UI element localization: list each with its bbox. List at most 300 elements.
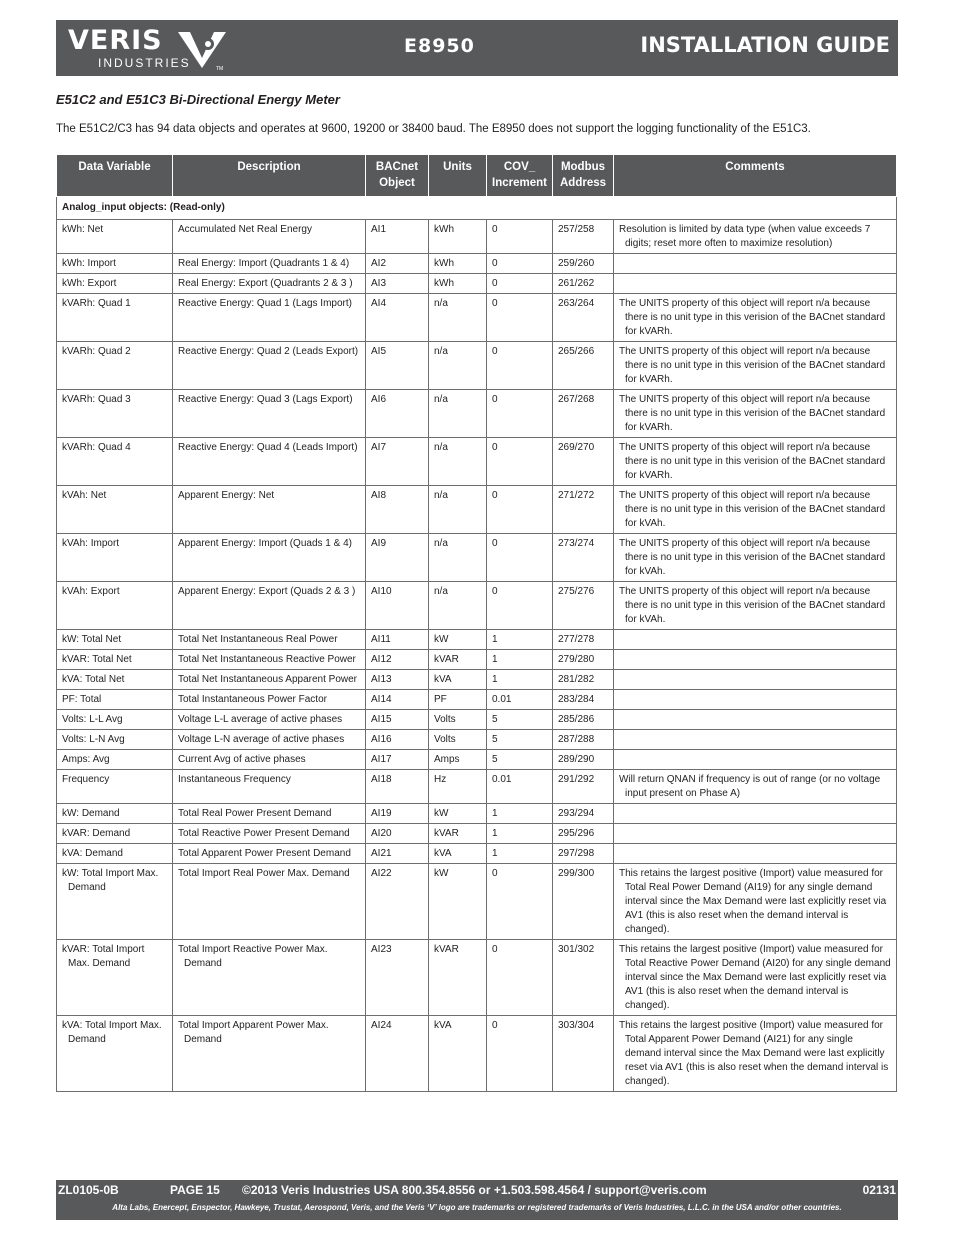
cov-increment-cell bbox=[487, 534, 553, 582]
data-variable-cell bbox=[57, 730, 173, 750]
modbus-address-cell bbox=[553, 824, 614, 844]
section-title: E51C2 and E51C3 Bi-Directional Energy Meter bbox=[56, 92, 340, 107]
description-cell bbox=[173, 650, 366, 670]
units-cell bbox=[429, 630, 487, 650]
table-row bbox=[57, 650, 897, 670]
bacnet-object-text: AI10 bbox=[371, 586, 392, 597]
description-cell bbox=[173, 534, 366, 582]
units-text: kVA bbox=[434, 674, 452, 685]
comments-cell bbox=[614, 770, 897, 804]
description-cell bbox=[173, 342, 366, 390]
footer-doc-number: ZL0105-0B bbox=[58, 1183, 119, 1197]
bacnet-object-cell bbox=[366, 770, 429, 804]
comments-cell bbox=[614, 534, 897, 582]
comments-cell bbox=[614, 486, 897, 534]
cov-increment-cell bbox=[487, 650, 553, 670]
logo-tm: TM bbox=[216, 66, 224, 72]
bacnet-object-cell bbox=[366, 1016, 429, 1092]
description-text: Total Net Instantaneous Apparent Power bbox=[178, 674, 358, 685]
comments-cell bbox=[614, 710, 897, 730]
cov-increment-text: 0.01 bbox=[492, 694, 512, 705]
modbus-address-cell bbox=[553, 220, 614, 254]
modbus-address-cell bbox=[553, 670, 614, 690]
modbus-address-text: 293/294 bbox=[558, 808, 595, 819]
modbus-address-text: 299/300 bbox=[558, 868, 595, 879]
bacnet-object-text: AI14 bbox=[371, 694, 392, 705]
table-row bbox=[57, 750, 897, 770]
bacnet-object-cell bbox=[366, 486, 429, 534]
table-row bbox=[57, 940, 897, 1016]
data-variable-text: kVAR: Total Import Max. Demand bbox=[62, 944, 145, 969]
modbus-address-text: 287/288 bbox=[558, 734, 595, 745]
veris-v-icon bbox=[178, 28, 226, 68]
comments-cell bbox=[614, 844, 897, 864]
units-cell bbox=[429, 534, 487, 582]
comments-text: Resolution is limited by data type (when value exceeds 7 digits; reset more often to maximize resolution) bbox=[619, 224, 871, 249]
units-text: kVA bbox=[434, 848, 452, 859]
modbus-address-cell bbox=[553, 710, 614, 730]
description-cell bbox=[173, 294, 366, 342]
data-variable-text: kVAR: Demand bbox=[62, 828, 131, 839]
comments-text: The UNITS property of this object will report n/a because there is no unit type in this verision of the BACnet standard for kVARh. bbox=[619, 442, 886, 481]
bacnet-object-cell bbox=[366, 438, 429, 486]
data-variable-text: Amps: Avg bbox=[62, 754, 110, 765]
modbus-address-text: 275/276 bbox=[558, 586, 595, 597]
units-cell bbox=[429, 390, 487, 438]
bacnet-object-text: AI9 bbox=[371, 538, 387, 549]
modbus-address-cell bbox=[553, 750, 614, 770]
table-row bbox=[57, 710, 897, 730]
footer-code: 02131 bbox=[862, 1183, 896, 1197]
units-text: n/a bbox=[434, 298, 448, 309]
modbus-address-cell bbox=[553, 534, 614, 582]
description-cell bbox=[173, 274, 366, 294]
units-cell bbox=[429, 730, 487, 750]
modbus-address-text: 289/290 bbox=[558, 754, 595, 765]
comments-cell bbox=[614, 750, 897, 770]
table-row bbox=[57, 730, 897, 750]
units-cell bbox=[429, 274, 487, 294]
bacnet-object-cell bbox=[366, 274, 429, 294]
cov-increment-text: 0 bbox=[492, 394, 498, 405]
table-row bbox=[57, 582, 897, 630]
bacnet-object-cell bbox=[366, 710, 429, 730]
modbus-address-cell bbox=[553, 844, 614, 864]
bacnet-object-cell bbox=[366, 690, 429, 710]
modbus-address-text: 259/260 bbox=[558, 258, 595, 269]
data-variable-cell bbox=[57, 534, 173, 582]
comments-cell bbox=[614, 670, 897, 690]
header-description: Description bbox=[173, 155, 366, 197]
cov-increment-text: 1 bbox=[492, 674, 498, 685]
bacnet-object-cell bbox=[366, 824, 429, 844]
bacnet-object-cell bbox=[366, 804, 429, 824]
data-variable-text: kVA: Total Import Max. Demand bbox=[62, 1020, 162, 1045]
logo-sub: INDUSTRIES bbox=[98, 56, 191, 70]
model-number: E8950 bbox=[404, 35, 475, 57]
data-variable-cell bbox=[57, 844, 173, 864]
table-row bbox=[57, 690, 897, 710]
comments-text: The UNITS property of this object will report n/a because there is no unit type in this verision of the BACnet standard for kVARh. bbox=[619, 346, 886, 385]
cov-increment-text: 0 bbox=[492, 442, 498, 453]
bacnet-object-text: AI20 bbox=[371, 828, 392, 839]
bacnet-object-cell bbox=[366, 940, 429, 1016]
description-cell bbox=[173, 438, 366, 486]
bacnet-object-cell bbox=[366, 582, 429, 630]
units-text: n/a bbox=[434, 394, 448, 405]
units-text: kWh bbox=[434, 278, 454, 289]
modbus-address-text: 271/272 bbox=[558, 490, 595, 501]
data-variable-text: kVA: Total Net bbox=[62, 674, 125, 685]
guide-title: INSTALLATION GUIDE bbox=[640, 33, 890, 57]
modbus-address-text: 263/264 bbox=[558, 298, 595, 309]
units-text: kVAR bbox=[434, 654, 459, 665]
description-text: Voltage L-L average of active phases bbox=[178, 714, 343, 725]
footer-page-number: PAGE 15 bbox=[170, 1183, 220, 1197]
description-text: Instantaneous Frequency bbox=[178, 774, 291, 785]
modbus-address-cell bbox=[553, 390, 614, 438]
description-text: Total Instantaneous Power Factor bbox=[178, 694, 327, 705]
comments-text: The UNITS property of this object will report n/a because there is no unit type in this verision of the BACnet standard for kVAh. bbox=[619, 538, 886, 577]
comments-cell bbox=[614, 582, 897, 630]
data-variable-text: kWh: Export bbox=[62, 278, 117, 289]
units-text: kVA bbox=[434, 1020, 452, 1031]
table-row bbox=[57, 342, 897, 390]
bacnet-object-text: AI16 bbox=[371, 734, 392, 745]
page-footer bbox=[56, 1180, 898, 1220]
description-cell bbox=[173, 390, 366, 438]
cov-increment-text: 0 bbox=[492, 944, 498, 955]
cov-increment-cell bbox=[487, 940, 553, 1016]
data-variable-cell bbox=[57, 630, 173, 650]
cov-increment-cell bbox=[487, 390, 553, 438]
cov-increment-cell bbox=[487, 254, 553, 274]
comments-text: The UNITS property of this object will report n/a because there is no unit type in this verision of the BACnet standard for kVARh. bbox=[619, 298, 886, 337]
bacnet-object-cell bbox=[366, 220, 429, 254]
data-variable-text: kW: Total Net bbox=[62, 634, 122, 645]
modbus-address-cell bbox=[553, 864, 614, 940]
comments-cell bbox=[614, 864, 897, 940]
description-cell bbox=[173, 1016, 366, 1092]
group-row bbox=[57, 197, 897, 220]
cov-increment-cell bbox=[487, 220, 553, 254]
units-cell bbox=[429, 1016, 487, 1092]
cov-increment-cell bbox=[487, 342, 553, 390]
modbus-address-cell bbox=[553, 940, 614, 1016]
data-variable-text: kVAh: Export bbox=[62, 586, 120, 597]
comments-text: This retains the largest positive (Import) value measured for Total Reactive Power Demand (AI20) for any single demand interval since the Max Demand were last explicitly reset via AV1 (this is also reset when the demand interval is changed). bbox=[619, 944, 891, 1011]
comments-cell bbox=[614, 342, 897, 390]
cov-increment-cell bbox=[487, 770, 553, 804]
description-cell bbox=[173, 486, 366, 534]
units-text: kVAR bbox=[434, 828, 459, 839]
comments-cell bbox=[614, 690, 897, 710]
bacnet-object-cell bbox=[366, 670, 429, 690]
comments-cell bbox=[614, 630, 897, 650]
cov-increment-text: 1 bbox=[492, 808, 498, 819]
table-row bbox=[57, 534, 897, 582]
description-cell bbox=[173, 220, 366, 254]
modbus-address-cell bbox=[553, 690, 614, 710]
modbus-address-text: 281/282 bbox=[558, 674, 595, 685]
units-cell bbox=[429, 750, 487, 770]
units-cell bbox=[429, 254, 487, 274]
data-variable-text: kWh: Import bbox=[62, 258, 116, 269]
units-text: n/a bbox=[434, 442, 448, 453]
cov-increment-cell bbox=[487, 486, 553, 534]
data-variable-cell bbox=[57, 294, 173, 342]
units-cell bbox=[429, 220, 487, 254]
description-cell bbox=[173, 710, 366, 730]
units-cell bbox=[429, 438, 487, 486]
description-cell bbox=[173, 770, 366, 804]
logo-brand: VERIS bbox=[68, 25, 163, 56]
modbus-address-cell bbox=[553, 650, 614, 670]
units-text: kVAR bbox=[434, 944, 459, 955]
description-text: Reactive Energy: Quad 4 (Leads Import) bbox=[178, 442, 358, 453]
comments-cell bbox=[614, 804, 897, 824]
bacnet-object-cell bbox=[366, 254, 429, 274]
cov-increment-cell bbox=[487, 864, 553, 940]
units-text: PF bbox=[434, 694, 447, 705]
header-comments: Comments bbox=[614, 155, 897, 197]
description-text: Accumulated Net Real Energy bbox=[178, 224, 312, 235]
units-text: kW bbox=[434, 634, 449, 645]
comments-cell bbox=[614, 294, 897, 342]
bacnet-object-text: AI17 bbox=[371, 754, 392, 765]
description-cell bbox=[173, 804, 366, 824]
modbus-address-text: 257/258 bbox=[558, 224, 595, 235]
data-variable-cell bbox=[57, 650, 173, 670]
cov-increment-text: 0 bbox=[492, 224, 498, 235]
description-text: Current Avg of active phases bbox=[178, 754, 306, 765]
units-text: kW bbox=[434, 868, 449, 879]
units-text: Amps bbox=[434, 754, 460, 765]
modbus-address-text: 269/270 bbox=[558, 442, 595, 453]
bacnet-object-cell bbox=[366, 630, 429, 650]
bacnet-object-cell bbox=[366, 864, 429, 940]
cov-increment-text: 5 bbox=[492, 714, 498, 725]
table-row bbox=[57, 824, 897, 844]
data-variable-cell bbox=[57, 220, 173, 254]
description-text: Reactive Energy: Quad 2 (Leads Export) bbox=[178, 346, 359, 357]
cov-increment-text: 0 bbox=[492, 278, 498, 289]
table-row bbox=[57, 670, 897, 690]
modbus-address-text: 267/268 bbox=[558, 394, 595, 405]
data-variable-cell bbox=[57, 750, 173, 770]
comments-cell bbox=[614, 730, 897, 750]
cov-increment-cell bbox=[487, 804, 553, 824]
comments-cell bbox=[614, 274, 897, 294]
bacnet-object-text: AI19 bbox=[371, 808, 392, 819]
data-variable-cell bbox=[57, 670, 173, 690]
bacnet-object-cell bbox=[366, 750, 429, 770]
modbus-address-cell bbox=[553, 342, 614, 390]
cov-increment-text: 0 bbox=[492, 346, 498, 357]
units-text: kWh bbox=[434, 258, 454, 269]
modbus-address-cell bbox=[553, 730, 614, 750]
description-text: Total Reactive Power Present Demand bbox=[178, 828, 350, 839]
cov-increment-text: 1 bbox=[492, 634, 498, 645]
bacnet-object-text: AI15 bbox=[371, 714, 392, 725]
table-row bbox=[57, 486, 897, 534]
units-text: n/a bbox=[434, 586, 448, 597]
comments-cell bbox=[614, 824, 897, 844]
comments-cell bbox=[614, 220, 897, 254]
table-row bbox=[57, 254, 897, 274]
data-variable-cell bbox=[57, 390, 173, 438]
modbus-address-text: 277/278 bbox=[558, 634, 595, 645]
table-row bbox=[57, 220, 897, 254]
comments-text: The UNITS property of this object will report n/a because there is no unit type in this verision of the BACnet standard for kVARh. bbox=[619, 394, 886, 433]
modbus-address-text: 301/302 bbox=[558, 944, 595, 955]
data-variable-cell bbox=[57, 1016, 173, 1092]
cov-increment-cell bbox=[487, 710, 553, 730]
units-cell bbox=[429, 294, 487, 342]
table-row bbox=[57, 1016, 897, 1092]
units-text: Hz bbox=[434, 774, 447, 785]
bacnet-object-text: AI1 bbox=[371, 224, 387, 235]
cov-increment-cell bbox=[487, 730, 553, 750]
units-cell bbox=[429, 940, 487, 1016]
units-cell bbox=[429, 690, 487, 710]
units-text: Volts bbox=[434, 714, 456, 725]
cov-increment-cell bbox=[487, 438, 553, 486]
modbus-address-text: 261/262 bbox=[558, 278, 595, 289]
cov-increment-cell bbox=[487, 274, 553, 294]
data-variable-cell bbox=[57, 342, 173, 390]
data-variable-cell bbox=[57, 274, 173, 294]
comments-text: The UNITS property of this object will report n/a because there is no unit type in this verision of the BACnet standard for kVAh. bbox=[619, 490, 886, 529]
data-variable-text: kVARh: Quad 4 bbox=[62, 442, 131, 453]
bacnet-object-cell bbox=[366, 390, 429, 438]
data-variable-text: Volts: L-L Avg bbox=[62, 714, 123, 725]
cov-increment-text: 0 bbox=[492, 1020, 498, 1031]
comments-cell bbox=[614, 390, 897, 438]
description-cell bbox=[173, 690, 366, 710]
table-row bbox=[57, 438, 897, 486]
table-row bbox=[57, 274, 897, 294]
units-cell bbox=[429, 804, 487, 824]
table-row bbox=[57, 294, 897, 342]
modbus-address-cell bbox=[553, 486, 614, 534]
modbus-address-cell bbox=[553, 1016, 614, 1092]
table-row bbox=[57, 864, 897, 940]
data-variable-text: kVARh: Quad 2 bbox=[62, 346, 131, 357]
bacnet-object-text: AI4 bbox=[371, 298, 387, 309]
bacnet-object-text: AI8 bbox=[371, 490, 387, 501]
cov-increment-text: 5 bbox=[492, 734, 498, 745]
description-text: Total Import Real Power Max. Demand bbox=[178, 868, 350, 879]
description-text: Total Import Reactive Power Max. Demand bbox=[178, 944, 328, 969]
table-row bbox=[57, 844, 897, 864]
header-bacnet-object: BACnet Object bbox=[366, 155, 429, 197]
units-cell bbox=[429, 486, 487, 534]
description-text: Total Import Apparent Power Max. Demand bbox=[178, 1020, 329, 1045]
cov-increment-text: 0 bbox=[492, 298, 498, 309]
cov-increment-cell bbox=[487, 824, 553, 844]
description-cell bbox=[173, 750, 366, 770]
cov-increment-cell bbox=[487, 670, 553, 690]
data-variable-cell bbox=[57, 770, 173, 804]
cov-increment-text: 1 bbox=[492, 848, 498, 859]
table-row bbox=[57, 630, 897, 650]
bacnet-object-text: AI6 bbox=[371, 394, 387, 405]
page-header bbox=[56, 20, 898, 76]
data-variable-text: kVARh: Quad 3 bbox=[62, 394, 131, 405]
description-cell bbox=[173, 940, 366, 1016]
description-text: Real Energy: Import (Quadrants 1 & 4) bbox=[178, 258, 350, 269]
data-variable-cell bbox=[57, 486, 173, 534]
data-variable-text: kVAh: Net bbox=[62, 490, 107, 501]
description-text: Apparent Energy: Export (Quads 2 & 3 ) bbox=[178, 586, 356, 597]
modbus-address-cell bbox=[553, 274, 614, 294]
cov-increment-cell bbox=[487, 844, 553, 864]
units-cell bbox=[429, 770, 487, 804]
data-variable-text: kVAR: Total Net bbox=[62, 654, 132, 665]
bacnet-object-cell bbox=[366, 294, 429, 342]
cov-increment-text: 1 bbox=[492, 828, 498, 839]
units-cell bbox=[429, 582, 487, 630]
comments-text: This retains the largest positive (Import) value measured for Total Apparent Power Demand (AI21) for any single demand interval since the Max Demand were last explicitly reset via AV1 (this is also reset when the demand interval is changed). bbox=[619, 1020, 889, 1087]
units-cell bbox=[429, 844, 487, 864]
footer-copyright: ©2013 Veris Industries USA 800.354.8556 or +1.503.598.4564 / support@veris.com bbox=[242, 1183, 707, 1197]
cov-increment-text: 0 bbox=[492, 258, 498, 269]
cov-increment-text: 1 bbox=[492, 654, 498, 665]
units-cell bbox=[429, 824, 487, 844]
comments-text: This retains the largest positive (Import) value measured for Total Real Power Demand (AI19) for any single demand interval since the Max Demand were last explicitly reset via AV1 (this is also reset when the demand interval is changed). bbox=[619, 868, 887, 935]
units-cell bbox=[429, 650, 487, 670]
intro-text: The E51C2/C3 has 94 data objects and operates at 9600, 19200 or 38400 baud. The E8950 does not support the logging functionality of the E51C3. bbox=[56, 123, 811, 135]
data-variable-text: kW: Demand bbox=[62, 808, 120, 819]
modbus-address-cell bbox=[553, 804, 614, 824]
bacnet-object-text: AI3 bbox=[371, 278, 387, 289]
header-units: Units bbox=[429, 155, 487, 197]
modbus-address-text: 273/274 bbox=[558, 538, 595, 549]
cov-increment-text: 0 bbox=[492, 868, 498, 879]
description-text: Total Net Instantaneous Reactive Power bbox=[178, 654, 356, 665]
description-text: Apparent Energy: Net bbox=[178, 490, 275, 501]
description-text: Reactive Energy: Quad 3 (Lags Export) bbox=[178, 394, 353, 405]
modbus-address-text: 265/266 bbox=[558, 346, 595, 357]
modbus-address-text: 303/304 bbox=[558, 1020, 595, 1031]
bacnet-object-text: AI7 bbox=[371, 442, 387, 453]
description-text: Voltage L-N average of active phases bbox=[178, 734, 345, 745]
bacnet-object-text: AI18 bbox=[371, 774, 392, 785]
modbus-address-text: 283/284 bbox=[558, 694, 595, 705]
veris-logo bbox=[68, 26, 233, 72]
units-text: n/a bbox=[434, 490, 448, 501]
bacnet-object-cell bbox=[366, 730, 429, 750]
data-variable-cell bbox=[57, 710, 173, 730]
cov-increment-cell bbox=[487, 750, 553, 770]
bacnet-object-text: AI13 bbox=[371, 674, 392, 685]
modbus-address-cell bbox=[553, 254, 614, 274]
cov-increment-cell bbox=[487, 690, 553, 710]
description-cell bbox=[173, 670, 366, 690]
bacnet-object-text: AI5 bbox=[371, 346, 387, 357]
cov-increment-cell bbox=[487, 582, 553, 630]
footer-trademarks: Alta Labs, Enercept, Enspector, Hawkeye, Trustat, Aerospond, Veris, and the Veris ‘V’ logo are trademarks or registered trademarks of Veris Industries, L.L.C. in the USA and/or other countries. bbox=[112, 1203, 842, 1212]
data-variable-text: kVA: Demand bbox=[62, 848, 123, 859]
description-text: Reactive Energy: Quad 1 (Lags Import) bbox=[178, 298, 352, 309]
data-variable-text: Frequency bbox=[62, 774, 110, 785]
data-variable-cell bbox=[57, 940, 173, 1016]
data-variable-cell bbox=[57, 690, 173, 710]
data-variable-text: Volts: L-N Avg bbox=[62, 734, 125, 745]
bacnet-object-text: AI12 bbox=[371, 654, 392, 665]
data-variable-text: kVAh: Import bbox=[62, 538, 120, 549]
